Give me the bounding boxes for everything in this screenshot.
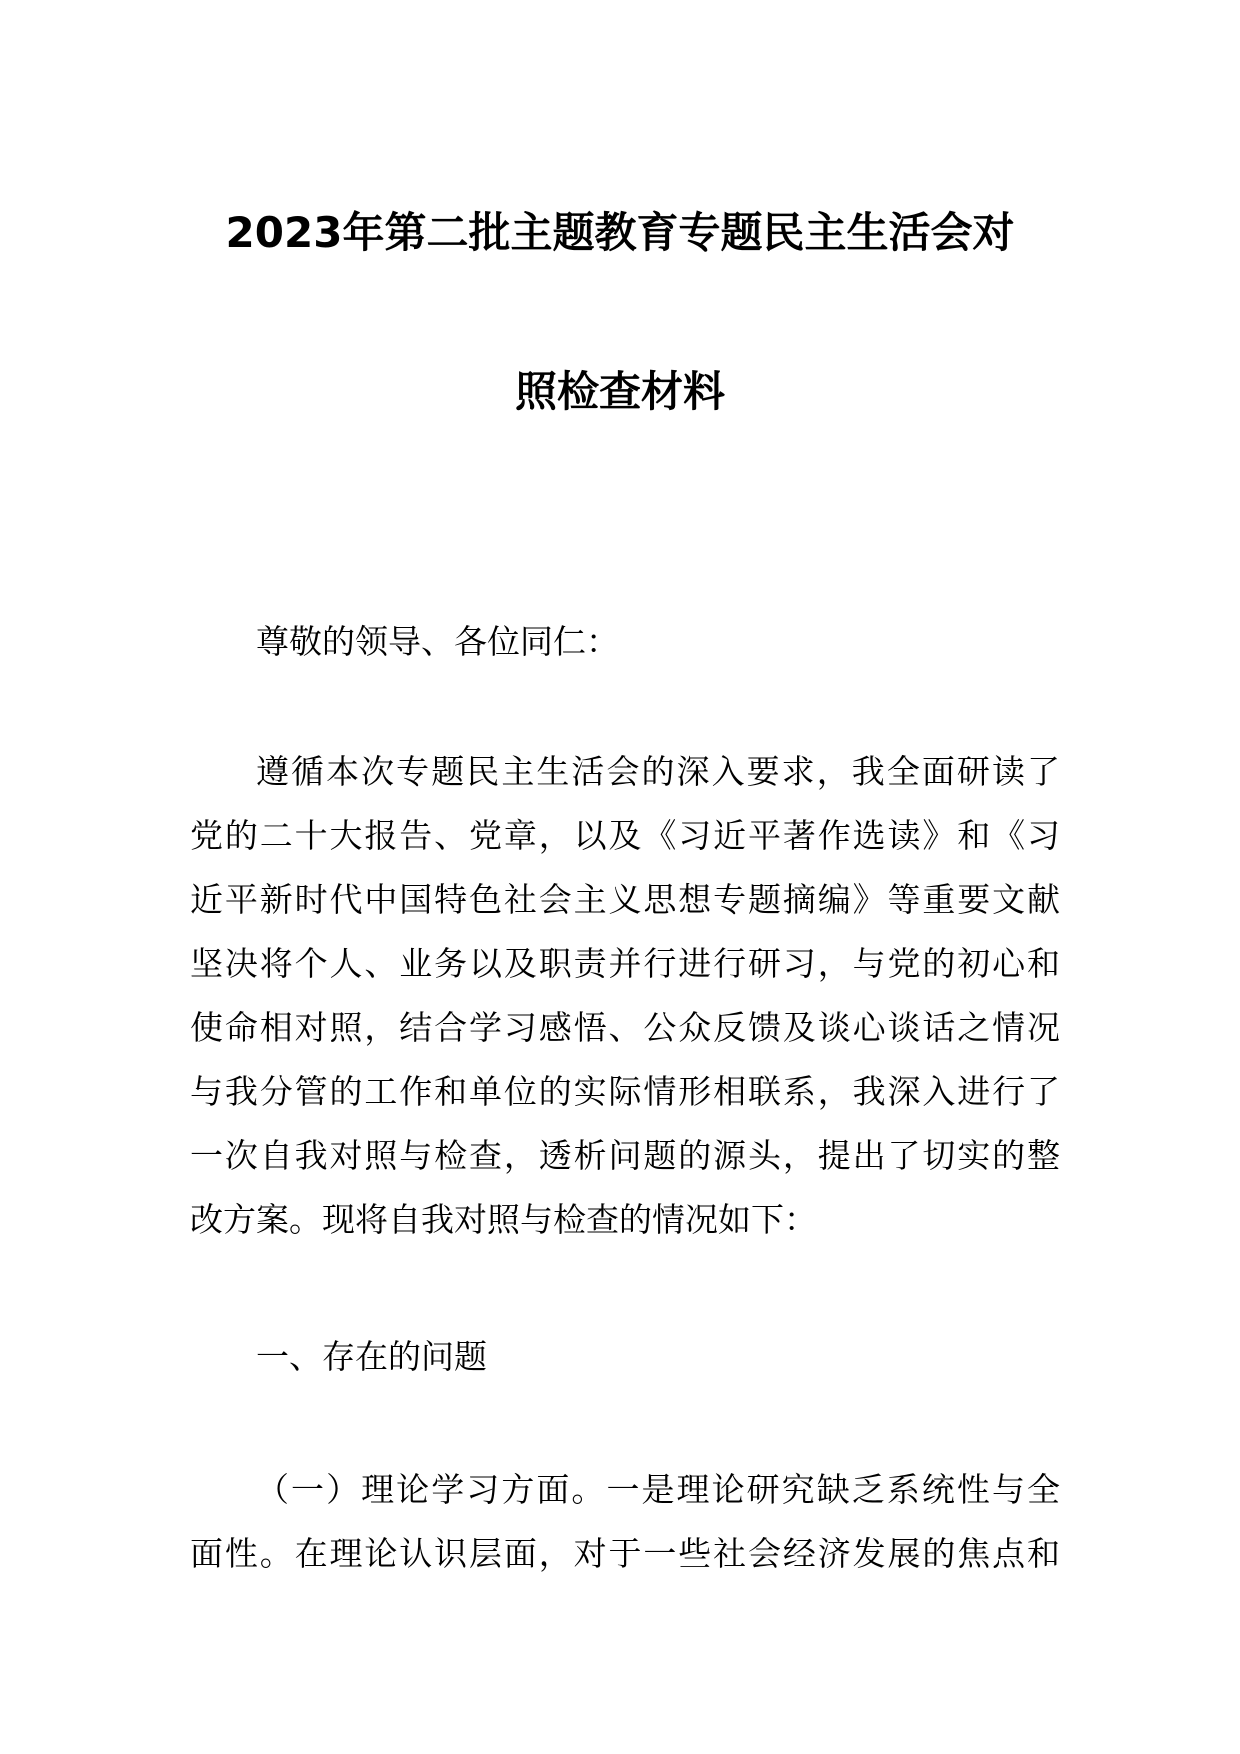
salutation-text: 尊敬的领导、各位同仁：	[256, 622, 619, 661]
paragraph-line: 遵循本次专题民主生活会的深入要求，我全面研读了	[256, 752, 1060, 791]
paragraph-line: 一次自我对照与检查，透析问题的源头，提出了切实的整	[190, 1136, 1060, 1175]
paragraph-line: 面性。在理论认识层面，对于一些社会经济发展的焦点和	[190, 1534, 1060, 1573]
document-title-line-2: 照检查材料	[514, 367, 725, 416]
paragraph-line: （一）理论学习方面。一是理论研究缺乏系统性与全	[256, 1470, 1060, 1509]
paragraph-line: 与我分管的工作和单位的实际情形相联系，我深入进行了	[190, 1072, 1060, 1111]
paragraph-intro	[190, 740, 1060, 1252]
paragraph-line: 近平新时代中国特色社会主义思想专题摘编》等重要文献	[190, 880, 1060, 919]
paragraph-line: 改方案。现将自我对照与检查的情况如下：	[190, 1200, 817, 1239]
section-heading	[190, 1325, 1060, 1389]
paragraph-line: 使命相对照，结合学习感悟、公众反馈及谈心谈话之情况	[190, 1008, 1060, 1047]
paragraph-theory-study	[190, 1458, 1060, 1586]
paragraph-line: 党的二十大报告、党章，以及《习近平著作选读》和《习	[190, 816, 1060, 855]
section-heading-text: 一、存在的问题	[256, 1337, 487, 1376]
paragraph-line: 坚决将个人、业务以及职责并行进行研习，与党的初心和	[190, 944, 1060, 983]
document-title-line-1: 2023年第二批主题教育专题民主生活会对	[225, 208, 1015, 257]
salutation	[190, 610, 1060, 674]
